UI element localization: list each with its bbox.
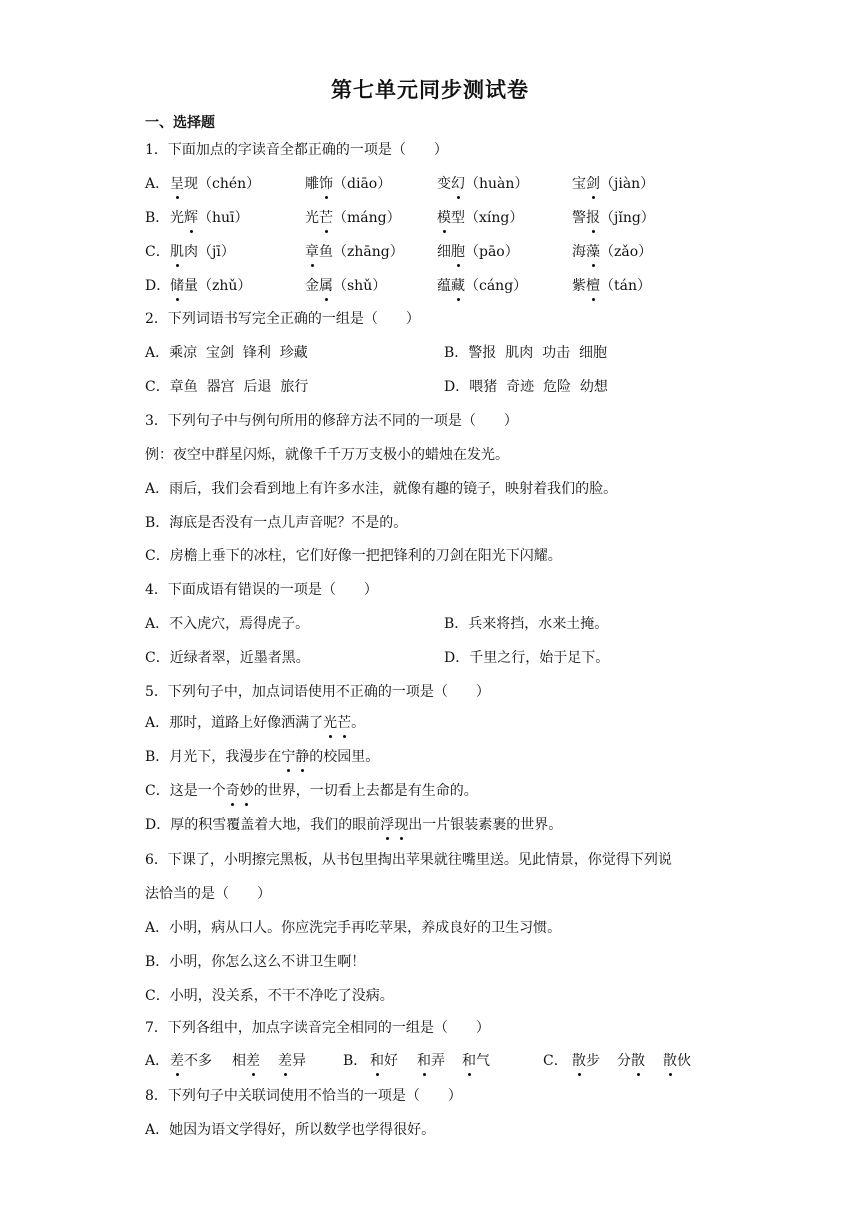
word-text: 不多 (184, 1053, 212, 1069)
option-item (572, 174, 654, 194)
word-text: 气 (476, 1053, 490, 1069)
option-item (437, 242, 519, 262)
dotted-char: 光 (323, 715, 338, 731)
word-text: 细 (437, 244, 451, 260)
word-text: 宝 (572, 176, 586, 192)
option-text: 的世界，一切看上去都是有生命的。 (253, 783, 478, 799)
question-4-option-c: C．近绿者翠，近墨者黑。 (145, 650, 310, 666)
word-text: 相 (232, 1053, 246, 1069)
question-7-stem: 7．下列各组中，加点字读音完全相同的一组是（ ） (145, 1020, 490, 1036)
option-item (572, 208, 655, 228)
question-2-option-d: D．喂猪 奇迹 危险 幼想 (444, 379, 608, 395)
question-3-option-a: A．雨后，我们会看到地上有许多水洼，就像有趣的镜子，映射着我们的脸。 (145, 481, 618, 497)
option-item (437, 276, 527, 296)
option-label: B． (145, 210, 170, 226)
question-8-option-a: A．她因为语文学得好，所以数学也学得很好。 (145, 1122, 436, 1138)
word-text: 雕 (305, 176, 319, 192)
dotted-char: 现 (394, 817, 409, 833)
dotted-word (323, 715, 351, 731)
question-6-option-a: A．小明，病从口人。你应洗完手再吃苹果，养成良好的卫生习惯。 (145, 920, 562, 936)
option-label: B． (343, 1053, 368, 1069)
option-label: D． (145, 278, 171, 294)
option-item (437, 208, 523, 228)
question-5-option-b (145, 747, 379, 767)
question-4-option-d: D．千里之行，始于足下。 (444, 650, 610, 666)
option-word (232, 1051, 260, 1071)
dotted-word (380, 817, 408, 833)
dotted-char: 储 (170, 278, 184, 294)
dotted-char: 差 (170, 1053, 184, 1069)
dotted-char: 奇 (225, 783, 240, 799)
dotted-word (281, 749, 309, 765)
option-text: B．月光下，我漫步在 (145, 749, 282, 765)
question-6-option-b: B．小明，你怎么这么不讲卫生啊！ (145, 954, 366, 970)
dotted-char: 和 (462, 1053, 476, 1069)
dotted-char: 属 (319, 278, 333, 294)
word-text: （cáng） (465, 278, 528, 294)
question-5-option-d (145, 815, 562, 835)
dotted-char: 差 (278, 1053, 292, 1069)
question-8-stem: 8．下列句子中关联词使用不恰当的一项是（ ） (145, 1088, 462, 1104)
dotted-char: 模 (437, 210, 451, 226)
option-label: A． (145, 1053, 170, 1069)
option-item (305, 276, 386, 296)
word-text: 金 (305, 278, 319, 294)
option-word (278, 1051, 306, 1071)
word-text: 变 (437, 176, 451, 192)
page-title: 第七单元同步测试卷 (331, 78, 529, 102)
question-2-option-b: B．警报 肌肉 功击 细胞 (444, 345, 607, 361)
word-text: （tán） (600, 278, 651, 294)
dotted-char: 呈 (170, 176, 184, 192)
dotted-char: 芒 (337, 715, 352, 731)
option-label: C． (543, 1053, 568, 1069)
word-text: 量（zhǔ） (184, 278, 252, 294)
word-text: 海 (572, 244, 586, 260)
dotted-char: 檀 (586, 278, 600, 294)
question-2-option-c: C．章鱼 器宫 后退 旅行 (145, 379, 309, 395)
dotted-char: 妙 (239, 783, 254, 799)
option-item (572, 242, 652, 262)
option-label: A． (145, 176, 170, 192)
question-3-option-c: C．房檐上垂下的冰柱，它们好像一把把锋利的刀剑在阳光下闪耀。 (145, 548, 562, 564)
option-word (617, 1051, 645, 1071)
question-4-stem: 4．下面成语有错误的一项是（ ） (145, 582, 378, 598)
word-text: （diāo） (333, 176, 392, 192)
word-text: 步 (586, 1053, 600, 1069)
question-3-example: 例：夜空中群星闪烁，就像千千万万支极小的蜡烛在发光。 (145, 447, 509, 463)
dotted-char: 宁 (281, 749, 296, 765)
word-text: （máng） (333, 210, 401, 226)
option-item (170, 276, 251, 296)
option-item (305, 174, 391, 194)
option-word (370, 1051, 398, 1071)
word-text: （huī） (198, 210, 249, 226)
dotted-char: 肌 (170, 244, 184, 260)
word-text: （jiàn） (600, 176, 655, 192)
question-4-option-b: B．兵来将挡，水来土掩。 (444, 616, 609, 632)
dotted-char: 藻 (586, 244, 600, 260)
option-text: A．那时，道路上好像洒满了 (145, 715, 324, 731)
question-6-stem-cont: 法恰当的是（ ） (145, 886, 271, 902)
question-2-stem: 2．下列词语书写完全正确的一组是（ ） (145, 311, 420, 327)
word-text: 好 (384, 1053, 398, 1069)
option-text: C．这是一个 (145, 783, 226, 799)
word-text: （zǎo） (600, 244, 653, 260)
option-item (305, 242, 404, 262)
dotted-char: 芒 (319, 210, 333, 226)
word-text: 紫 (572, 278, 586, 294)
question-3-stem: 3．下列句子中与例句所用的修辞方法不同的一项是（ ） (145, 413, 518, 429)
dotted-char: 饰 (319, 176, 333, 192)
word-text: 警 (572, 210, 586, 226)
question-5-stem: 5．下列句子中，加点词语使用不正确的一项是（ ） (145, 684, 490, 700)
word-text: 弄 (431, 1053, 445, 1069)
dotted-char: 胞 (451, 244, 465, 260)
word-text: 伙 (677, 1053, 691, 1069)
dotted-char: 和 (370, 1053, 384, 1069)
question-6-option-c: C．小明，没关系，不干不净吃了没病。 (145, 988, 394, 1004)
word-text: （shǔ） (333, 278, 387, 294)
option-text: 。 (351, 715, 366, 731)
dotted-char: 章 (305, 244, 319, 260)
word-text: 现（chén） (184, 176, 261, 192)
word-text: 鱼（zhāng） (319, 244, 404, 260)
dotted-word (226, 783, 254, 799)
section-heading: 一、选择题 (145, 115, 215, 131)
word-text: 型（xíng） (451, 210, 524, 226)
question-3-option-b: B．海底是否没有一点儿声音呢？不是的。 (145, 515, 408, 531)
option-text: D．厚的积雪覆盖着大地，我们的眼前 (145, 817, 381, 833)
option-text: 出一片银装素裹的世界。 (408, 817, 563, 833)
option-item (170, 174, 260, 194)
option-item (437, 174, 528, 194)
option-item (170, 242, 235, 262)
word-text: （jǐng） (600, 210, 655, 226)
dotted-char: 辉 (184, 210, 198, 226)
option-word (462, 1051, 490, 1071)
word-text: 分 (617, 1053, 631, 1069)
word-text: 肉（jī） (184, 244, 235, 260)
question-5-option-a (145, 713, 365, 733)
question-5-option-c (145, 781, 478, 801)
dotted-char: 静 (295, 749, 310, 765)
word-text: 光 (170, 210, 184, 226)
option-label: C． (145, 244, 170, 260)
question-2-option-a: A．乘凉 宝剑 锋利 珍藏 (145, 345, 308, 361)
option-item (572, 276, 651, 296)
question-4-option-a: A．不入虎穴，焉得虎子。 (145, 616, 310, 632)
word-text: （huàn） (465, 176, 529, 192)
dotted-char: 剑 (586, 176, 600, 192)
dotted-char: 浮 (380, 817, 395, 833)
option-text: 的校园里。 (309, 749, 380, 765)
dotted-char: 报 (586, 210, 600, 226)
word-text: （pāo） (465, 244, 519, 260)
dotted-char: 藏 (451, 278, 465, 294)
question-1-stem: 1．下面加点的字读音全都正确的一项是（ ） (145, 142, 448, 158)
word-text: 光 (305, 210, 319, 226)
word-text: 蕴 (437, 278, 451, 294)
dotted-char: 差 (246, 1053, 260, 1069)
question-6-stem: 6．下课了，小明擦完黑板，从书包里掏出苹果就往嘴里送。见此情景，你觉得下列说 (145, 852, 672, 868)
option-word (572, 1051, 600, 1071)
dotted-char: 和 (417, 1053, 431, 1069)
dotted-char: 散 (572, 1053, 586, 1069)
dotted-char: 散 (631, 1053, 645, 1069)
option-word (170, 1051, 212, 1071)
option-word (417, 1051, 445, 1071)
word-text: 异 (292, 1053, 306, 1069)
option-word (663, 1051, 691, 1071)
dotted-char: 幻 (451, 176, 465, 192)
option-item (170, 208, 249, 228)
option-item (305, 208, 401, 228)
dotted-char: 散 (663, 1053, 677, 1069)
